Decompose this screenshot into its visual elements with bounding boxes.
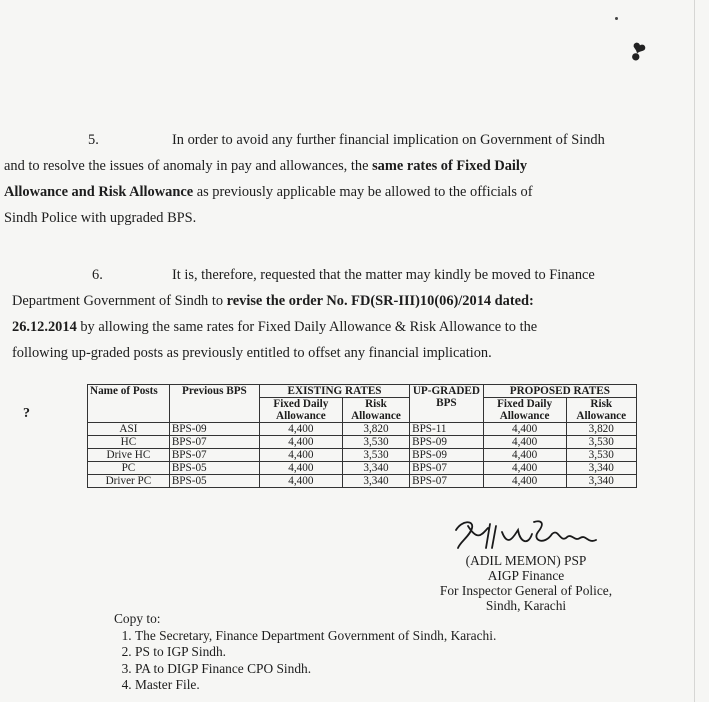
cell-existing-fixed: 4,400	[259, 423, 342, 436]
para5-line4: Sindh Police with upgraded BPS.	[4, 210, 197, 226]
margin-mark: ?	[23, 406, 30, 421]
cell-upgraded-bps: BPS-07	[410, 475, 484, 488]
cell-existing-fixed: 4,400	[259, 436, 342, 449]
para5-line2: and to resolve the issues of anomaly in pay and allowances, the same rates of Fixed Daily	[4, 158, 528, 174]
para5-line3: Allowance and Risk Allowance as previously applicable may be allowed to the officials of	[4, 184, 533, 200]
table-row	[88, 423, 637, 436]
signatory-title: AIGP Finance	[487, 568, 565, 583]
copy-heading: Copy to:	[114, 611, 161, 626]
signature-block	[436, 553, 616, 613]
para6-line3: 26.12.2014 by allowing the same rates for Fixed Daily Allowance & Risk Allowance to the	[12, 319, 538, 335]
cell-existing-risk: 3,340	[342, 462, 409, 475]
para6-line2: Department Government of Sindh to revise the order No. FD(SR-III)10(06)/2014 dated:	[12, 293, 534, 309]
cell-existing-risk: 3,820	[342, 423, 409, 436]
rates-table	[87, 384, 637, 488]
paragraph-number: 6.	[92, 267, 103, 283]
cell-existing-risk: 3,530	[342, 449, 409, 462]
header-proposed-rates: PROPOSED RATES	[483, 385, 636, 398]
header-name-of-posts: Name of Posts	[88, 385, 170, 423]
paragraph-number: 5.	[88, 132, 99, 148]
header-proposed-risk: Risk Allowance	[566, 398, 636, 423]
cell-existing-fixed: 4,400	[259, 449, 342, 462]
page-edge	[694, 0, 695, 702]
cell-previous-bps: BPS-05	[169, 475, 259, 488]
list-item: 4. Master File.	[135, 677, 496, 694]
list-item: 2. PS to IGP Sindh.	[135, 644, 496, 661]
cell-post: PC	[88, 462, 170, 475]
table-row	[88, 449, 637, 462]
cell-previous-bps: BPS-09	[169, 423, 259, 436]
cell-proposed-risk: 3,340	[566, 475, 636, 488]
signatory-name: (ADIL MEMON) PSP	[465, 553, 587, 568]
cell-previous-bps: BPS-07	[169, 449, 259, 462]
para5-line1: In order to avoid any further financial implication on Government of Sindh	[172, 132, 605, 148]
table-row	[88, 462, 637, 475]
ink-dot	[615, 17, 618, 20]
cell-proposed-fixed: 4,400	[483, 436, 566, 449]
table-header-row	[88, 385, 637, 398]
cell-upgraded-bps: BPS-09	[410, 449, 484, 462]
signatory-place: Sindh, Karachi	[485, 598, 567, 613]
cell-upgraded-bps: BPS-11	[410, 423, 484, 436]
header-previous-bps: Previous BPS	[169, 385, 259, 423]
cell-proposed-risk: 3,530	[566, 449, 636, 462]
cell-previous-bps: BPS-07	[169, 436, 259, 449]
ink-mark: ❣	[624, 37, 651, 68]
cell-upgraded-bps: BPS-07	[410, 462, 484, 475]
header-existing-fixed: Fixed Daily Allowance	[259, 398, 342, 423]
cell-proposed-fixed: 4,400	[483, 462, 566, 475]
cell-upgraded-bps: BPS-09	[410, 436, 484, 449]
cell-proposed-fixed: 4,400	[483, 449, 566, 462]
para6-line1: It is, therefore, requested that the matter may kindly be moved to Finance	[172, 267, 595, 283]
cell-existing-fixed: 4,400	[259, 462, 342, 475]
cell-post: Drive HC	[88, 449, 170, 462]
cell-existing-risk: 3,340	[342, 475, 409, 488]
cell-post: ASI	[88, 423, 170, 436]
cell-proposed-risk: 3,340	[566, 462, 636, 475]
signature-scribble	[448, 512, 608, 556]
header-existing-rates: EXISTING RATES	[259, 385, 409, 398]
cell-proposed-fixed: 4,400	[483, 423, 566, 436]
cell-proposed-risk: 3,530	[566, 436, 636, 449]
cell-post: Driver PC	[88, 475, 170, 488]
table-row	[88, 436, 637, 449]
cell-previous-bps: BPS-05	[169, 462, 259, 475]
cell-existing-fixed: 4,400	[259, 475, 342, 488]
paragraph-5	[4, 127, 636, 231]
copy-list	[114, 628, 496, 694]
table-row	[88, 475, 637, 488]
cell-proposed-fixed: 4,400	[483, 475, 566, 488]
signatory-for-line: For Inspector General of Police,	[439, 583, 613, 598]
list-item: 1. The Secretary, Finance Department Government of Sindh, Karachi.	[135, 628, 496, 645]
header-existing-risk: Risk Allowance	[342, 398, 409, 423]
copy-to-section	[114, 611, 496, 694]
para6-line4: following up-graded posts as previously entitled to offset any financial implication.	[12, 345, 492, 361]
cell-existing-risk: 3,530	[342, 436, 409, 449]
cell-proposed-risk: 3,820	[566, 423, 636, 436]
list-item: 3. PA to DIGP Finance CPO Sindh.	[135, 661, 496, 678]
paragraph-6	[12, 262, 638, 366]
header-proposed-fixed: Fixed Daily Allowance	[483, 398, 566, 423]
cell-post: HC	[88, 436, 170, 449]
header-upgraded-bps: UP-GRADED BPS	[410, 385, 484, 423]
